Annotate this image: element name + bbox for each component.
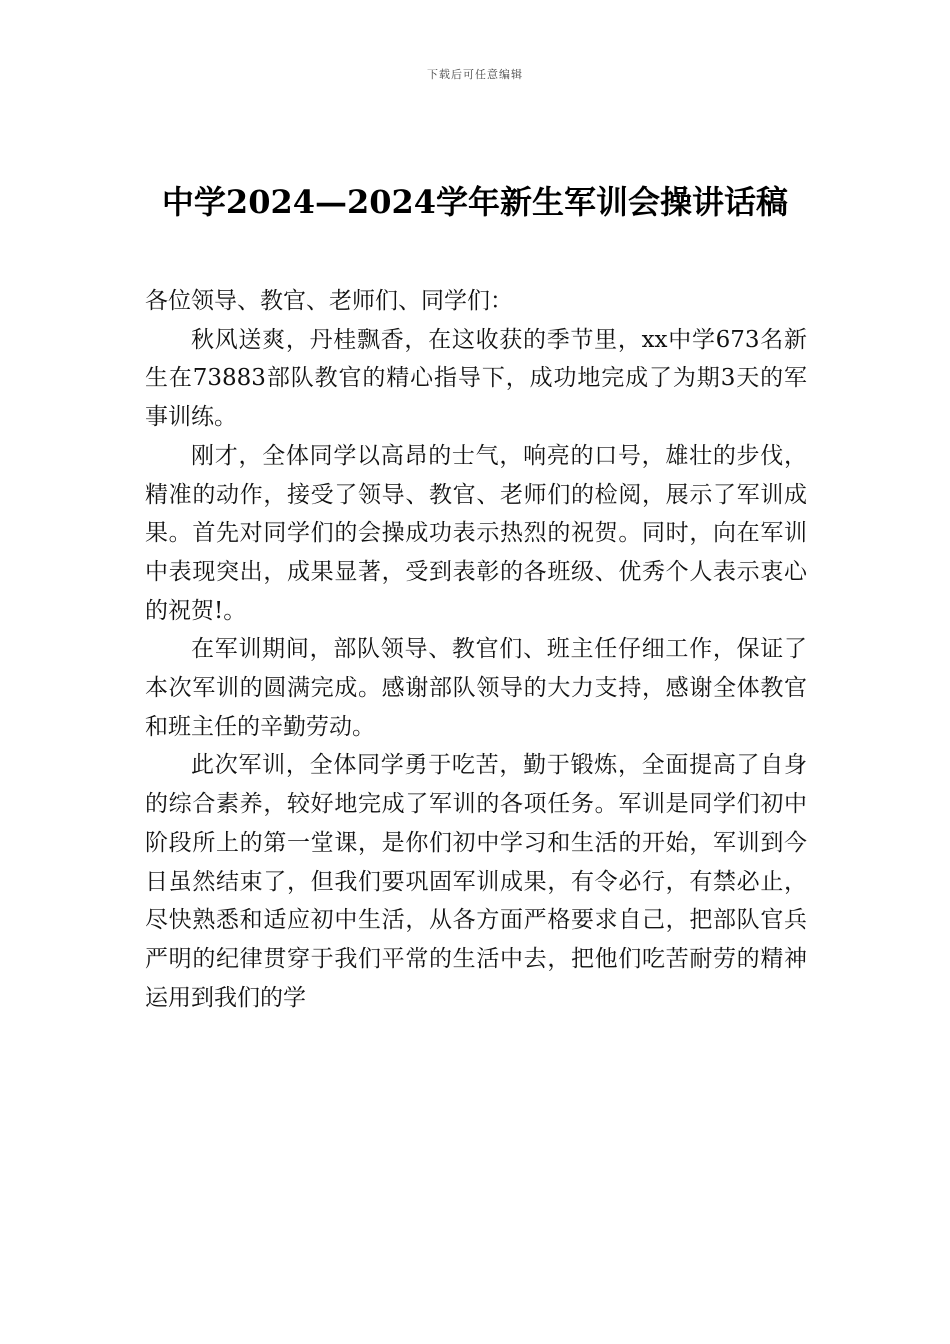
header-note: 下载后可任意编辑 bbox=[427, 68, 523, 81]
paragraph-2: 刚才，全体同学以高昂的士气，响亮的口号，雄壮的步伐，精准的动作，接受了领导、教官、老师们的检阅，展示了军训成果。首先对同学们的会操成功表示热烈的祝贺。同时，向在军训中表现突出，成果显著，受到表彰的各班级、优秀个人表示衷心的祝贺!。 bbox=[145, 442, 807, 624]
salutation: 各位领导、教官、老师们、同学们： bbox=[145, 288, 513, 314]
paragraph-1: 秋风送爽，丹桂飘香，在这收获的季节里，xx中学673名新生在73883部队教官的精心指导下，成功地完成了为期3天的军事训练。 bbox=[145, 326, 807, 431]
paragraph-3: 在军训期间，部队领导、教官们、班主任仔细工作，保证了本次军训的圆满完成。感谢部队领导的大力支持，感谢全体教官和班主任的辛勤劳动。 bbox=[145, 636, 807, 740]
document-body bbox=[145, 282, 807, 1017]
paragraph-4: 此次军训，全体同学勇于吃苦，勤于锻炼，全面提高了自身的综合素养，较好地完成了军训的各项任务。军训是同学们初中阶段所上的第一堂课，是你们初中学习和生活的开始，军训到今日虽然结束了，但我们要巩固军训成果，有令必行，有禁必止，尽快熟悉和适应初中生活，从各方面严格要求自己，把部队官兵严明的纪律贯穿于我们平常的生活中去，把他们吃苦耐劳的精神运用到我们的学 bbox=[145, 752, 807, 1011]
document-title: 中学2024—2024学年新生军训会操讲话稿 bbox=[161, 183, 789, 221]
